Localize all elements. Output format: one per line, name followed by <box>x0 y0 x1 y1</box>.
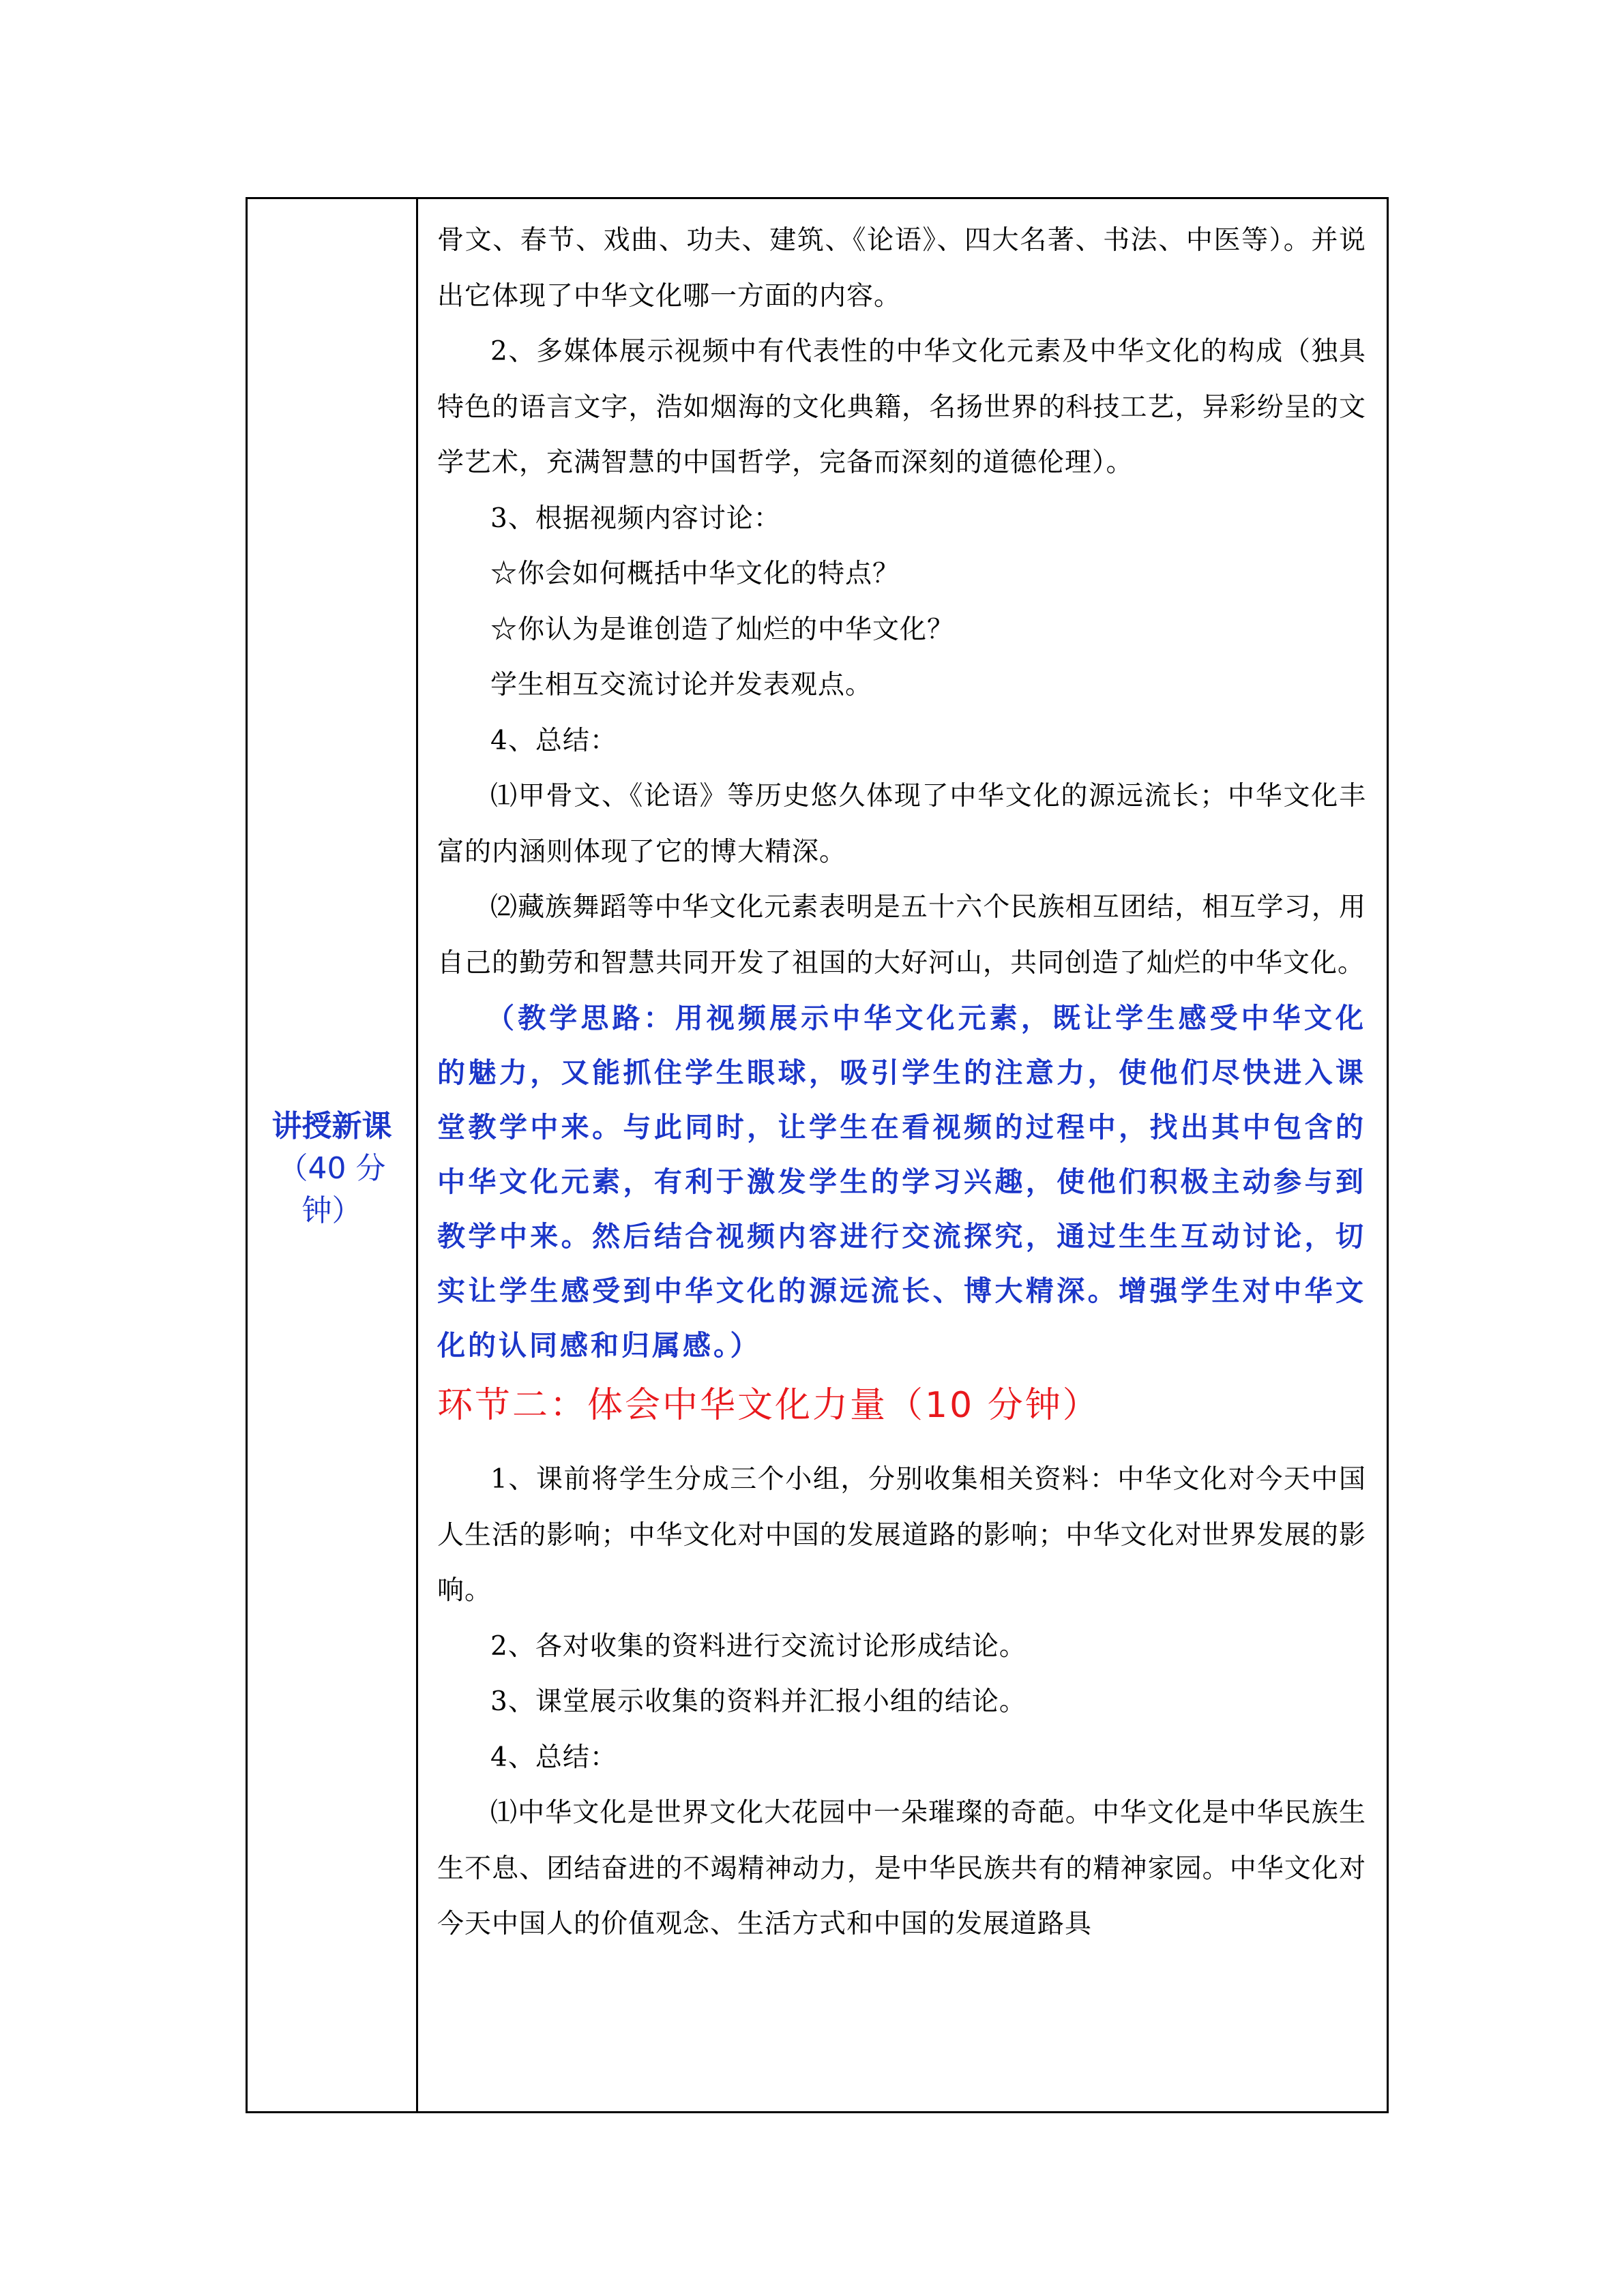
section-content-cell <box>417 198 1388 2113</box>
lesson-plan-table <box>246 197 1389 2113</box>
discussion-note: 学生相互交流讨论并发表观点。 <box>490 670 873 700</box>
discussion-question-2: ☆你认为是谁创造了灿烂的中华文化？ <box>490 614 955 645</box>
part1-summary-1: ⑴甲骨文、《论语》等历史悠久体现了中华文化的源远流长；中华文化丰富的内涵则体现了它的博大精深。 <box>437 781 1366 867</box>
part2-summary-1: ⑴中华文化是世界文化大花园中一朵璀璨的奇葩。中华文化是中华民族生生不息、团结奋进的不竭精神动力，是中华民族共有的精神家园。中华文化对今天中国人的价值观念、生活方式和中国的发展道路具 <box>437 1798 1366 1939</box>
teaching-idea: （教学思路：用视频展示中华文化元素，既让学生感受中华文化的魅力，又能抓住学生眼球，吸引学生的注意力，使他们尽快进入课堂教学中来。与此同时，让学生在看视频的过程中，找出其中包含的中华文化元素，有利于激发学生的学习兴趣，使他们积极主动参与到教学中来。然后结合视频内容进行交流探究，通过生生互动讨论，切实让学生感受到中华文化的源远流长、博大精深。增强学生对中华文化的认同感和归属感。） <box>437 1002 1366 1362</box>
section-label-duration-end: 钟） <box>301 1193 362 1228</box>
section-label <box>248 1078 416 1232</box>
part2-step1: 1、课前将学生分成三个小组，分别收集相关资料：中华文化对今天中国人生活的影响；中华文化对中国的发展道路的影响；中华文化对世界发展的影响。 <box>437 1464 1366 1606</box>
section-label-title: 讲授新课 <box>271 1109 392 1144</box>
table-row <box>247 198 1388 2113</box>
part2-step4: 4、总结： <box>490 1742 617 1773</box>
part1-step3: 3、根据视频内容讨论： <box>490 503 781 534</box>
section-label-cell <box>247 198 417 2113</box>
part1-step2: 2、多媒体展示视频中有代表性的中华文化元素及中华文化的构成（独具特色的语言文字，浩如烟海的文化典籍，名扬世界的科技工艺，异彩纷呈的文学艺术，充满智慧的中国哲学，完备而深刻的道德伦理）。 <box>437 336 1366 478</box>
part1-step4: 4、总结： <box>490 725 617 756</box>
intro-continuation: 骨文、春节、戏曲、功夫、建筑、《论语》、四大名著、书法、中医等）。并说出它体现了中华文化哪一方面的内容。 <box>437 225 1366 312</box>
section-label-duration: （40 分 <box>278 1151 386 1186</box>
part2-step2: 2、各对收集的资料进行交流讨论形成结论。 <box>490 1630 1027 1662</box>
part1-summary-2: ⑵藏族舞蹈等中华文化元素表明是五十六个民族相互团结，相互学习，用自己的勤劳和智慧共同开发了祖国的大好河山，共同创造了灿烂的中华文化。 <box>437 892 1366 979</box>
part2-heading: 环节二：体会中华文化力量（10 分钟） <box>437 1385 1100 1426</box>
discussion-question-1: ☆你会如何概括中华文化的特点？ <box>490 558 900 589</box>
part2-step3: 3、课堂展示收集的资料并汇报小组的结论。 <box>490 1686 1027 1717</box>
